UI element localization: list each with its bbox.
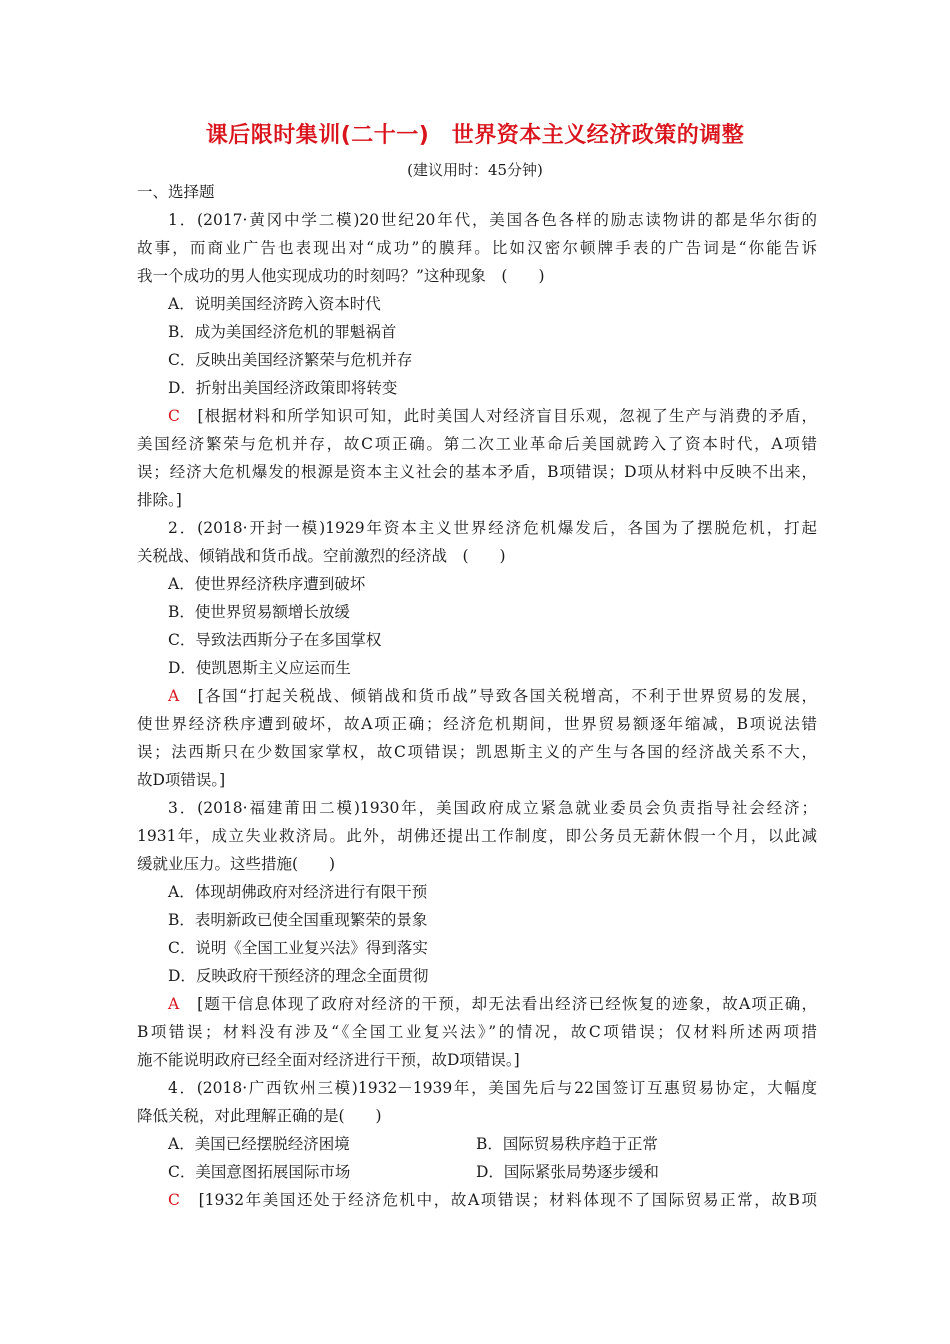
option-row bbox=[137, 1158, 817, 1186]
question-stem-line: 我一个成功的男人他实现成功的时刻吗？”这种现象 ( ) bbox=[137, 267, 545, 285]
explanation-line: 使世界经济秩序遭到破坏，故A项正确；经济危机期间，世界贸易额逐年缩减，B项说法错 bbox=[137, 715, 817, 733]
option-c: C．反映出美国经济繁荣与危机并存 bbox=[168, 351, 413, 369]
option-c: C．说明《全国工业复兴法》得到落实 bbox=[168, 939, 428, 957]
question-stem-line: 缓就业压力。这些措施( ) bbox=[137, 855, 336, 873]
option-row bbox=[137, 1130, 817, 1158]
question-stem-line: 1931年，成立失业救济局。此外，胡佛还提出工作制度，即公务员无薪休假一个月，以此减 bbox=[137, 827, 817, 845]
explanation-line: 美国经济繁荣与危机并存，故C项正确。第二次工业革命后美国就跨入了资本时代，A项错 bbox=[137, 435, 817, 453]
question-stem-line: 4．(2018·广西钦州三模)1932－1939年，美国先后与22国签订互惠贸易协定，大幅度 bbox=[168, 1079, 817, 1097]
question-3 bbox=[137, 794, 817, 1074]
question-2 bbox=[137, 514, 817, 794]
explanation-line: 误；法西斯只在少数国家掌权，故C项错误；凯恩斯主义的产生与各国的经济战关系不大， bbox=[137, 743, 817, 761]
answer-letter: C bbox=[168, 407, 180, 425]
question-4 bbox=[137, 1074, 817, 1214]
suggested-time: (建议用时：45分钟) bbox=[407, 161, 543, 179]
explanation-line: A [题干信息体现了政府对经济的干预，却无法看出经济已经恢复的迹象，故A项正确， bbox=[168, 995, 817, 1013]
option-d: D．反映政府干预经济的理念全面贯彻 bbox=[168, 967, 429, 985]
question-stem-line: 2．(2018·开封一模)1929年资本主义世界经济危机爆发后，各国为了摆脱危机，打起 bbox=[168, 519, 817, 537]
option-c: C．导致法西斯分子在多国掌权 bbox=[168, 631, 382, 649]
question-stem-line: 降低关税，对此理解正确的是( ) bbox=[137, 1107, 382, 1125]
explanation-line: 施不能说明政府已经全面对经济进行干预，故D项错误。] bbox=[137, 1051, 520, 1069]
section-heading: 一、选择题 bbox=[137, 183, 215, 201]
answer-letter: C bbox=[168, 1191, 180, 1209]
question-stem-line: 关税战、倾销战和货币战。空前激烈的经济战 ( ) bbox=[137, 547, 506, 565]
option-a: A．使世界经济秩序遭到破坏 bbox=[168, 575, 366, 593]
option-d: D．国际紧张局势逐步缓和 bbox=[476, 1163, 659, 1181]
question-1 bbox=[137, 206, 817, 514]
explanation-line: B项错误；材料没有涉及“《全国工业复兴法》”的情况，故C项错误；仅材料所述两项措 bbox=[137, 1023, 817, 1041]
option-d: D．使凯恩斯主义应运而生 bbox=[168, 659, 351, 677]
option-c: C．美国意图拓展国际市场 bbox=[168, 1163, 351, 1181]
option-b: B．使世界贸易额增长放缓 bbox=[168, 603, 350, 621]
option-b: B．表明新政已使全国重现繁荣的景象 bbox=[168, 911, 428, 929]
question-stem-line: 1．(2017·黄冈中学二模)20世纪20年代，美国各色各样的励志读物讲的都是华尔街的 bbox=[168, 211, 817, 229]
explanation-line: 误；经济大危机爆发的根源是资本主义社会的基本矛盾，B项错误；D项从材料中反映不出来， bbox=[137, 463, 817, 481]
answer-letter: A bbox=[168, 687, 180, 705]
explanation-line: A [各国“打起关税战、倾销战和货币战”导致各国关税增高，不利于世界贸易的发展， bbox=[168, 687, 817, 705]
question-list bbox=[137, 178, 817, 1214]
question-stem-line: 3．(2018·福建莆田二模)1930年，美国政府成立紧急就业委员会负责指导社会经济； bbox=[168, 799, 817, 817]
option-d: D．折射出美国经济政策即将转变 bbox=[168, 379, 398, 397]
option-b: B．成为美国经济危机的罪魁祸首 bbox=[168, 323, 397, 341]
option-a: A．说明美国经济跨入资本时代 bbox=[168, 295, 381, 313]
option-a: A．体现胡佛政府对经济进行有限干预 bbox=[168, 883, 428, 901]
explanation-line: C [1932年美国还处于经济危机中，故A项错误；材料体现不了国际贸易正常，故B项 bbox=[168, 1191, 817, 1209]
explanation-line: 故D项错误。] bbox=[137, 771, 226, 789]
page-title: 课后限时集训(二十一) 世界资本主义经济政策的调整 bbox=[205, 123, 745, 148]
explanation-line: 排除。] bbox=[137, 491, 182, 509]
explanation-line: C [根据材料和所学知识可知，此时美国人对经济盲目乐观，忽视了生产与消费的矛盾， bbox=[168, 407, 817, 425]
option-b: B．国际贸易秩序趋于正常 bbox=[476, 1135, 658, 1153]
option-a: A．美国已经摆脱经济困境 bbox=[168, 1135, 350, 1153]
question-stem-line: 故事，而商业广告也表现出对“成功”的膜拜。比如汉密尔顿牌手表的广告词是“你能告诉 bbox=[137, 239, 817, 257]
answer-letter: A bbox=[168, 995, 180, 1013]
